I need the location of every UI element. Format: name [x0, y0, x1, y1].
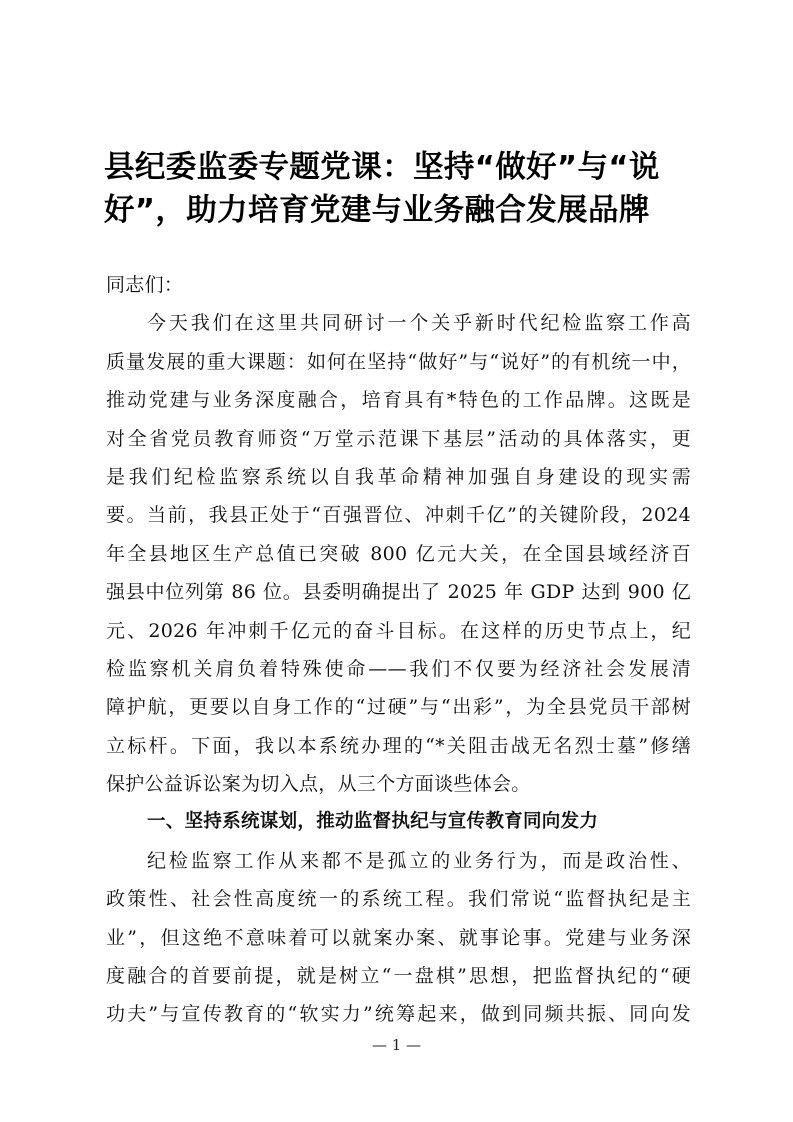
- text-line: 强县中位列第 86 位。县委明确提出了 2025 年 GDP 达到 900 亿: [106, 581, 691, 604]
- text-line: 要。当前，我县正处于“百强晋位、冲刺千亿”的关键阶段，2024: [106, 504, 691, 527]
- text-line: 政策性、社会性高度统一的系统工程。我们常说“监督执纪是主: [106, 888, 691, 911]
- text-line: 今天我们在这里共同研讨一个关乎新时代纪检监察工作高: [147, 312, 691, 335]
- salutation: 同志们：: [106, 274, 184, 296]
- text-line: 年全县地区生产总值已突破 800 亿元大关，在全国县域经济百: [106, 542, 691, 565]
- text-line: 质量发展的重大课题：如何在坚持“做好”与“说好”的有机统一中，: [106, 350, 691, 373]
- text-line: 对全省党员教育师资“万堂示范课下基层”活动的具体落实，更: [106, 427, 691, 450]
- text-line: 立标杆。下面，我以本系统办理的“*关阻击战无名烈士墓”修缮: [106, 734, 691, 757]
- document-body: [106, 266, 691, 1034]
- text-line: 障护航，更要以自身工作的“过硬”与“出彩”，为全县党员干部树: [106, 696, 691, 719]
- text-line: 元、2026 年冲刺千亿元的奋斗目标。在这样的历史节点上，纪: [106, 619, 691, 642]
- page-number: — 1 —: [371, 1036, 422, 1054]
- text-line: 度融合的首要前提，就是树立“一盘棋”思想，把监督执纪的“硬: [106, 965, 691, 988]
- text-line: 纪检监察工作从来都不是孤立的业务行为，而是政治性、: [147, 849, 691, 872]
- text-line: 保护公益诉讼案为切入点，从三个方面谈些体会。: [106, 773, 531, 796]
- section-heading: 一、坚持系统谋划，推动监督执纪与宣传教育同向发力: [147, 811, 599, 833]
- text-line: 检监察机关肩负着特殊使命——我们不仅要为经济社会发展清: [106, 657, 691, 680]
- paragraph-2: [106, 842, 691, 1034]
- text-line: 业”，但这绝不意味着可以就案办案、就事论事。党建与业务深: [106, 926, 691, 949]
- title-line: 县纪委监委专题党课：坚持“做好”与“说: [104, 150, 660, 185]
- text-line: 功夫”与宣传教育的“软实力”统筹起来，做到同频共振、同向发: [106, 1003, 691, 1026]
- text-line: 推动党建与业务深度融合，培育具有*特色的工作品牌。这既是: [106, 389, 691, 412]
- document-title: [104, 146, 704, 232]
- paragraph-1: [106, 304, 691, 803]
- text-line: 是我们纪检监察系统以自我革命精神加强自身建设的现实需: [106, 465, 691, 488]
- title-line: 好”，助力培育党建与业务融合发展品牌: [104, 193, 650, 228]
